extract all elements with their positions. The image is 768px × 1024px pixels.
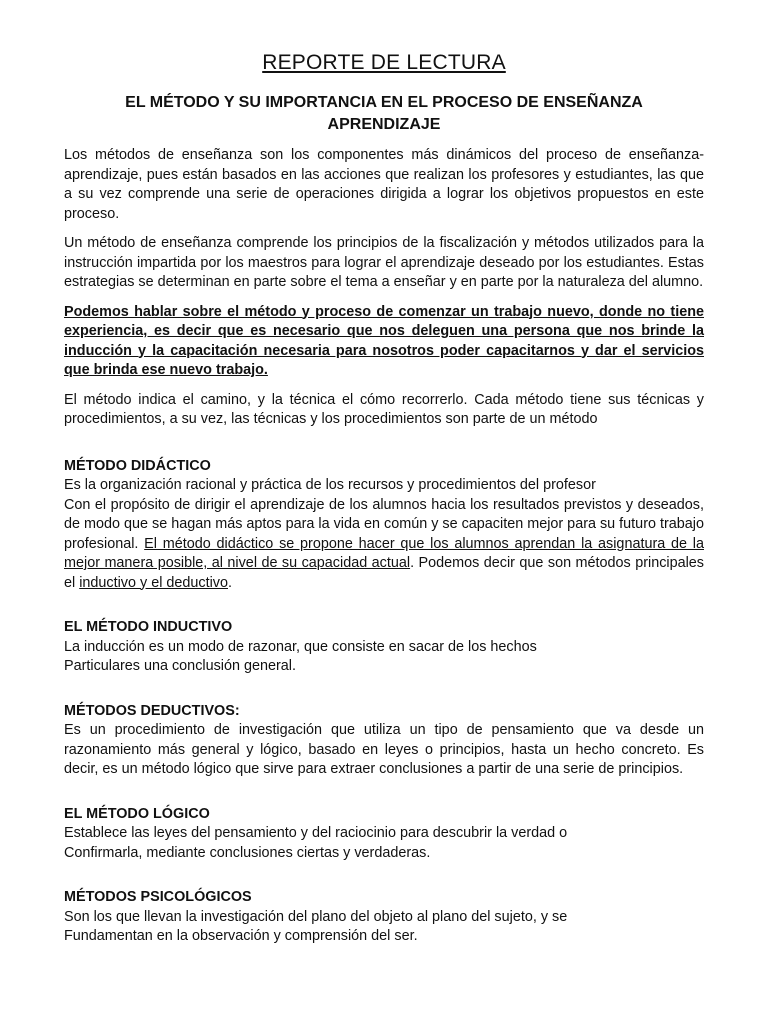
subtitle-line-1: EL MÉTODO Y SU IMPORTANCIA EN EL PROCESO DE ENSEÑANZA: [125, 94, 643, 111]
section-text-run: . Podemos decir que son métodos principales el: [64, 555, 704, 591]
underlined-text: El método didáctico se propone hacer que los alumnos aprendan la asignatura de la mejor manera posible, al nivel de su capacidad actual: [64, 535, 704, 571]
intro-paragraph-1: Los métodos de enseñanza son los componentes más dinámicos del proceso de enseñanza-aprendizaje, pues están basados en las acciones que realizan los profesores y estudiantes, las que a su vez comprende una serie de operaciones dirigida a lograr los objetivos propuestos en este proceso.: [64, 147, 704, 222]
section-metodo-logico: [64, 805, 704, 864]
section-text: [64, 496, 704, 594]
section-heading: MÉTODOS DEDUCTIVOS:: [64, 702, 240, 719]
section-text-run: .: [228, 574, 232, 591]
section-text: Es la organización racional y práctica de los recursos y procedimientos del profesor: [64, 477, 596, 493]
section-heading: EL MÉTODO LÓGICO: [64, 805, 210, 822]
section-metodo-didactico: [64, 457, 704, 594]
subtitle-line-2: APRENDIZAJE: [327, 116, 441, 133]
section-text-run: Con el propósito de dirigir el aprendizaje de los alumnos hacia los resultados previstos y deseados, de modo que se hagan más aptos para la vida en común y se capaciten mejor para su futuro trabajo profesional.: [64, 496, 704, 552]
section-heading: MÉTODOS PSICOLÓGICOS: [64, 889, 252, 905]
document-subtitle: [64, 92, 704, 136]
section-text: Particulares una conclusión general.: [64, 658, 296, 674]
section-text: Confirmarla, mediante conclusiones ciertas y verdaderas.: [64, 844, 431, 861]
document-page: [64, 50, 704, 972]
intro-paragraph-4: El método indica el camino, y la técnica el cómo recorrerlo. Cada método tiene sus técnicas y procedimientos, a su vez, las técnicas y los procedimientos son parte de un método: [64, 391, 704, 427]
intro-paragraph-3-emphasis: Podemos hablar sobre el método y proceso de comenzar un trabajo nuevo, donde no tiene experiencia, es decir que es necesario que nos deleguen una persona que nos brinde la inducción y la capacitación necesaria para nosotros poder capacitarnos y dar el servicios que brinda ese nuevo trabajo.: [64, 303, 704, 378]
section-metodo-inductivo: [64, 618, 704, 677]
section-text: Es un procedimiento de investigación que utiliza un tipo de pensamiento que va desde un razonamiento más general y lógico, basado en leyes o principios, hasta un hecho concreto. Es decir, es un método lógico que sirve para extraer conclusiones a partir de una serie de principios.: [64, 722, 704, 777]
section-metodos-deductivos: [64, 702, 704, 780]
section-metodos-psicologicos: [64, 888, 704, 947]
section-text: Fundamentan en la observación y comprensión del ser.: [64, 928, 418, 944]
section-text: Establece las leyes del pensamiento y del raciocinio para descubrir la verdad o: [64, 825, 568, 841]
section-text: Son los que llevan la investigación del plano del objeto al plano del sujeto, y se: [64, 908, 568, 925]
section-heading: EL MÉTODO INDUCTIVO: [64, 619, 233, 635]
section-text: La inducción es un modo de razonar, que consiste en sacar de los hechos: [64, 638, 537, 655]
document-title: REPORTE DE LECTURA: [262, 51, 506, 74]
intro-paragraph-2: Un método de enseñanza comprende los principios de la fiscalización y métodos utilizados para la instrucción impartida por los maestros para lograr el aprendizaje deseado por los estudiantes. Estas estrategias se determinan en parte sobre el tema a enseñar y en parte por la naturaleza del alumno.: [64, 235, 704, 290]
section-heading: MÉTODO DIDÁCTICO: [64, 457, 211, 474]
underlined-text: inductivo y el deductivo: [79, 574, 228, 591]
